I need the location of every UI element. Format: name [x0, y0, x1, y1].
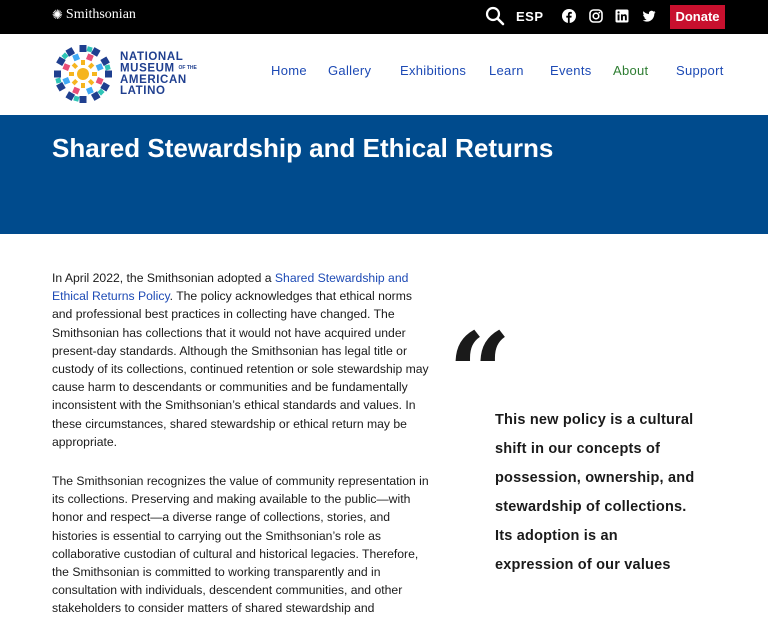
nav-about[interactable]: About [613, 63, 649, 78]
nav-gallery[interactable]: Gallery [328, 63, 372, 78]
museum-name[interactable] [120, 52, 197, 97]
community-paragraph: The Smithsonian recognizes the value of community representation in its collections. Preserving and making available to the public—with honor and respect—a diverse range of collections, stories, and histories is essential to carrying out the Smithsonian’s role as collaborative custodian of cultural and historical legacies. Therefore, the Smithsonian is committed to working transparently and in consultation with individuals, descendent communities, and other stakeholders to consider matters of shared stewardship and [52, 474, 429, 616]
site-header [0, 34, 768, 115]
nav-support[interactable]: Support [676, 63, 724, 78]
title-banner [0, 115, 768, 234]
museum-name-line-1: NATIONAL [120, 51, 184, 63]
donate-button[interactable]: Donate [670, 5, 725, 29]
smithsonian-logo[interactable] [52, 7, 136, 23]
museum-name-line-2 [120, 63, 197, 75]
page-title: Shared Stewardship and Ethical Returns [52, 133, 554, 163]
linkedin-icon[interactable] [615, 9, 629, 23]
twitter-icon[interactable] [642, 9, 656, 23]
intro-paragraph [52, 269, 430, 451]
museum-logo-icon[interactable] [54, 45, 112, 103]
museum-name-of-the: OF THE [178, 65, 197, 71]
top-bar [0, 0, 768, 34]
facebook-icon[interactable] [562, 9, 576, 23]
pull-quote: This new policy is a cultural shift in our concepts of possession, ownership, and stewardship of collections. Its adoption is an expression of our values [495, 412, 695, 573]
search-icon[interactable] [485, 6, 505, 26]
museum-name-line-3: AMERICAN [120, 73, 187, 86]
language-toggle-esp[interactable]: ESP [516, 9, 544, 24]
nav-home[interactable]: Home [271, 63, 307, 78]
intro-text-end: . The policy acknowledges that ethical norms and professional best practices in collecting have changed. The Smithsonian has collections that it would not have acquired under present-day standards. Although the Smithsonian has legal title or custody of its collections, continued retention or sole stewardship may cause harm to descendants or communities and be fundamentally inconsistent with the Smithsonian’s ethical standards and values. In these circumstances, shared stewardship or ethical return may be appropriate. [52, 289, 429, 449]
intro-text-start: In April 2022, the Smithsonian adopted a [52, 271, 275, 285]
nav-events[interactable]: Events [550, 63, 592, 78]
museum-name-museum: MUSEUM [120, 62, 175, 75]
smithsonian-logo-label: Smithsonian [65, 7, 136, 22]
museum-name-line-4: LATINO [120, 84, 166, 97]
quote-mark-icon: “ [448, 308, 512, 437]
nav-learn[interactable]: Learn [489, 63, 524, 78]
smithsonian-sun-icon: ✺ [52, 7, 63, 22]
policy-link[interactable]: Shared Stewardship and Ethical Returns Policy [52, 271, 409, 304]
instagram-icon[interactable] [589, 9, 603, 23]
nav-exhibitions[interactable]: Exhibitions [400, 63, 467, 78]
